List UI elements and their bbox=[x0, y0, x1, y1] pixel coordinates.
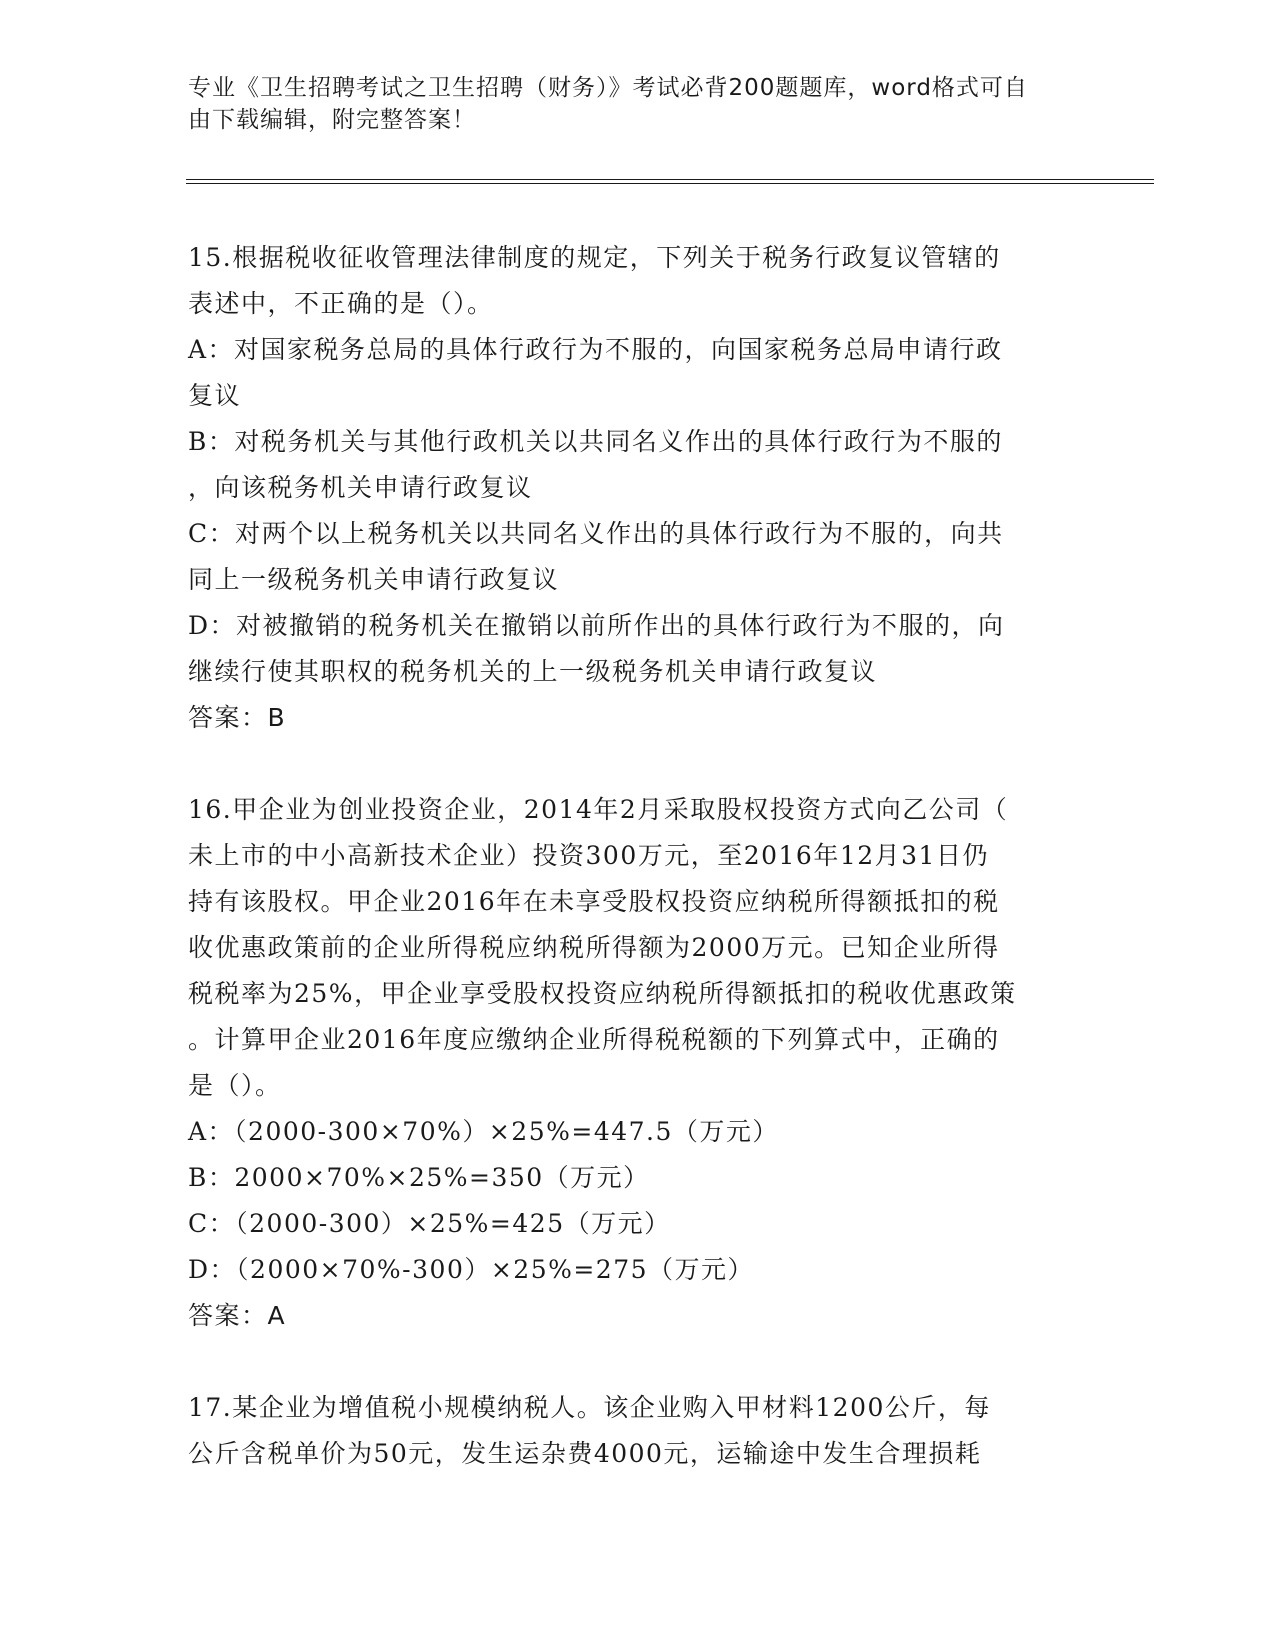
question-stem-line: 16.甲企业为创业投资企业，2014年2月采取股权投资方式向乙公司（ bbox=[188, 795, 1009, 824]
option-c-line: 同上一级税务机关申请行政复议 bbox=[188, 565, 560, 594]
question-stem-line: 公斤含税单价为50元，发生运杂费4000元，运输途中发生合理损耗 bbox=[188, 1439, 982, 1468]
question-stem-line: 15.根据税收征收管理法律制度的规定，下列关于税务行政复议管辖的 bbox=[188, 243, 1001, 272]
option-b-line: B：2000×70%×25%=350（万元） bbox=[188, 1163, 650, 1192]
question-stem-line: 收优惠政策前的企业所得税应纳税所得额为2000万元。已知企业所得 bbox=[188, 933, 1000, 962]
option-b-line: ，向该税务机关申请行政复议 bbox=[188, 473, 533, 502]
page-header bbox=[188, 72, 1068, 136]
question-stem-line: 持有该股权。甲企业2016年在未享受股权投资应纳税所得额抵扣的税 bbox=[188, 887, 1000, 916]
option-b-line: B：对税务机关与其他行政机关以共同名义作出的具体行政行为不服的 bbox=[188, 427, 1003, 456]
question-stem-line: 17.某企业为增值税小规模纳税人。该企业购入甲材料1200公斤，每 bbox=[188, 1393, 991, 1422]
question-stem-line: 。计算甲企业2016年度应缴纳企业所得税税额的下列算式中，正确的 bbox=[188, 1025, 1000, 1054]
option-a-line: A：（2000-300×70%）×25%=447.5（万元） bbox=[188, 1117, 779, 1146]
question-stem-line: 税税率为25%，甲企业享受股权投资应纳税所得额抵扣的税收优惠政策 bbox=[188, 979, 1017, 1008]
question-stem-line: 未上市的中小高新技术企业）投资300万元，至2016年12月31日仍 bbox=[188, 841, 989, 870]
answer-line: 答案：B bbox=[188, 703, 287, 732]
option-d-line: D：对被撤销的税务机关在撤销以前所作出的具体行政行为不服的，向 bbox=[188, 611, 1005, 640]
question-stem-line: 表述中，不正确的是（）。 bbox=[188, 289, 494, 318]
option-d-line: 继续行使其职权的税务机关的上一级税务机关申请行政复议 bbox=[188, 657, 878, 686]
question-stem-line: 是（）。 bbox=[188, 1071, 282, 1100]
option-a-line: 复议 bbox=[188, 381, 242, 410]
question-list bbox=[188, 235, 1088, 1523]
question-15 bbox=[188, 235, 1088, 741]
option-a-line: A：对国家税务总局的具体行政行为不服的，向国家税务总局申请行政 bbox=[188, 335, 1003, 364]
question-17 bbox=[188, 1385, 1088, 1477]
answer-line: 答案：A bbox=[188, 1301, 287, 1330]
header-line-2: 由下载编辑，附完整答案！ bbox=[188, 107, 476, 133]
header-line-1: 专业《卫生招聘考试之卫生招聘（财务）》考试必背200题题库，word格式可自 bbox=[188, 75, 1028, 101]
header-divider bbox=[186, 179, 1154, 184]
option-d-line: D：（2000×70%-300）×25%=275（万元） bbox=[188, 1255, 755, 1284]
question-16 bbox=[188, 787, 1088, 1339]
option-c-line: C：对两个以上税务机关以共同名义作出的具体行政行为不服的，向共 bbox=[188, 519, 1004, 548]
option-c-line: C：（2000-300）×25%=425（万元） bbox=[188, 1209, 671, 1238]
